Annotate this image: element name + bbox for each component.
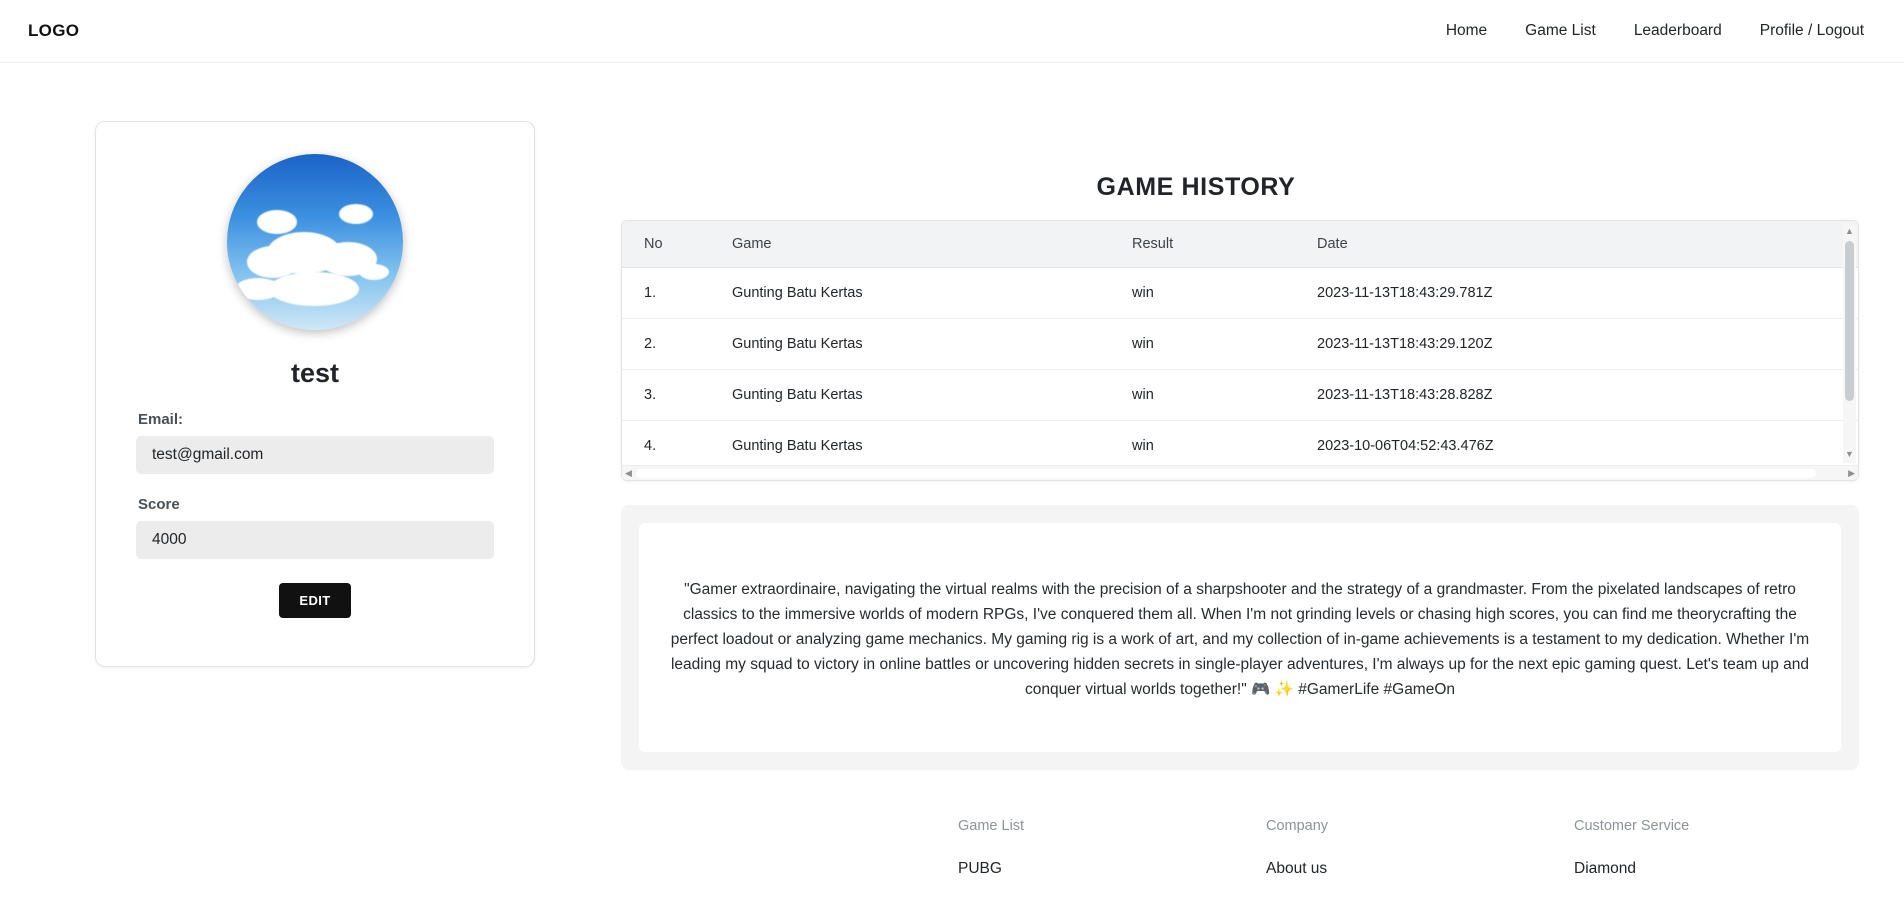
profile-card [95,121,535,667]
score-label: Score [138,496,180,513]
footer-link-pubg[interactable]: PUBG [958,860,1002,877]
cell-game: Gunting Batu Kertas [732,319,1132,370]
cell-result: win [1132,268,1317,319]
table-row [622,370,1858,421]
edit-row [136,583,494,618]
scroll-down-icon[interactable]: ▼ [1845,449,1854,459]
game-history-table [622,221,1858,465]
content-column [533,63,1904,770]
cell-result: win [1132,319,1317,370]
footer-heading-game-list: Game List [958,818,1025,834]
game-history-scroll-area[interactable] [622,221,1858,465]
nav-link-home[interactable]: Home [1445,22,1488,39]
nav-link-leaderboard[interactable]: Leaderboard [1633,22,1722,39]
vertical-scrollbar-thumb[interactable] [1845,241,1854,401]
column-header-game: Game [732,221,1132,268]
cell-result: win [1132,370,1317,421]
table-row [622,421,1858,466]
game-history-panel [621,220,1859,481]
profile-card-inner [110,136,520,652]
cell-no: 3. [622,370,732,421]
footer-column-game-list [958,818,1266,878]
footer-link-about-us[interactable]: About us [1266,860,1328,877]
scroll-up-icon[interactable]: ▲ [1845,226,1854,236]
bio-panel-inner [639,523,1841,752]
email-field[interactable]: test@gmail.com [136,436,494,474]
footer-heading-company: Company [1266,818,1329,834]
cell-result: win [1132,421,1317,466]
email-label: Email: [138,411,184,428]
page-title: test [290,358,339,388]
page-body [0,63,1904,770]
footer-columns [0,818,1882,878]
footer [0,770,1904,878]
horizontal-scrollbar-thumb[interactable] [636,469,1816,478]
cell-game: Gunting Batu Kertas [732,268,1132,319]
cell-date: 2023-10-06T04:52:43.476Z [1317,421,1858,466]
cell-no: 2. [622,319,732,370]
nav-link-game-list[interactable]: Game List [1525,22,1596,39]
vertical-scrollbar[interactable] [1843,223,1856,463]
cell-no: 1. [622,268,732,319]
cell-date: 2023-11-13T18:43:28.828Z [1317,370,1858,421]
column-header-result: Result [1132,221,1317,268]
nav-link-profile-logout[interactable]: Profile / Logout [1759,22,1864,39]
nav-links [1446,22,1876,40]
avatar [227,154,403,330]
game-history-title: GAME HISTORY [1096,173,1296,201]
table-header-row [622,221,1858,268]
footer-link-diamond[interactable]: Diamond [1574,860,1637,877]
edit-button[interactable]: EDIT [279,583,350,618]
cell-date: 2023-11-13T18:43:29.781Z [1317,268,1858,319]
site-logo[interactable]: LOGO [28,21,80,40]
bio-panel [621,505,1859,770]
column-header-date: Date [1317,221,1858,268]
table-row [622,268,1858,319]
scroll-left-icon[interactable]: ◀ [625,468,632,478]
footer-heading-customer-service: Customer Service [1574,818,1690,834]
horizontal-scrollbar[interactable] [622,465,1858,480]
profile-column [0,63,533,667]
cell-no: 4. [622,421,732,466]
scroll-right-icon[interactable]: ▶ [1848,468,1855,478]
table-row [622,319,1858,370]
top-navbar [0,0,1904,63]
cell-date: 2023-11-13T18:43:29.120Z [1317,319,1858,370]
score-field[interactable]: 4000 [136,521,494,559]
bio-text: "Gamer extraordinaire, navigating the virtual realms with the precision of a sharpshooter and the strategy of a grandmaster. From the pixelated landscapes of retro classics to the immersive worlds of modern RPGs, I've conquered them all. When I'm not grinding levels or chasing high scores, you can find me theorycrafting the perfect loadout or analyzing game mechanics. My gaming rig is a work of art, and my collection of in-game achievements is a testament to my dedication. Whether I'm leading my squad to victory in online battles or uncovering hidden secrets in single-player adventures, I'm always up for the next epic gaming quest. Let's team up and conquer virtual worlds together!" 🎮 ✨ #GamerLife #GameOn [670,581,1810,698]
cell-game: Gunting Batu Kertas [732,421,1132,466]
column-header-no: No [622,221,732,268]
footer-column-customer-service [1574,818,1882,878]
footer-column-company [1266,818,1574,878]
cell-game: Gunting Batu Kertas [732,370,1132,421]
